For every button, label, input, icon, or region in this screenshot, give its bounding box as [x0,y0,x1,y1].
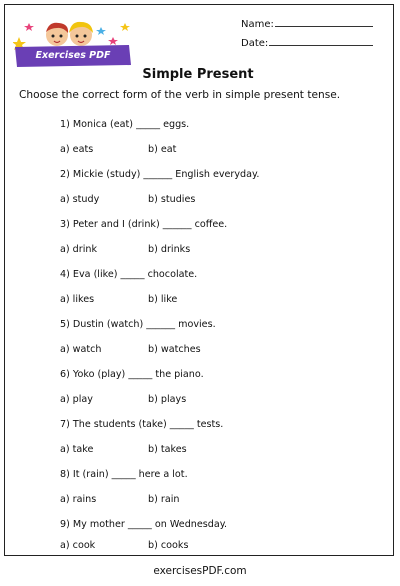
question-4: 4) Eva (like) _____ chocolate. [60,269,198,280]
question-9: 9) My mother _____ on Wednesday. [60,519,228,530]
star-icon [24,23,34,31]
option-9b[interactable]: b) cooks [148,540,189,551]
option-6a[interactable]: a) play [60,394,93,405]
worksheet [4,4,394,556]
logo [13,15,133,67]
option-5a[interactable]: a) watch [60,344,102,355]
option-4a[interactable]: a) likes [60,294,95,305]
name-field[interactable] [241,19,373,30]
option-3b[interactable]: b) drinks [148,244,191,255]
option-4b[interactable]: b) like [148,294,178,305]
page-title: Simple Present [142,67,254,82]
option-5b[interactable]: b) watches [148,344,201,355]
date-label: Date: [241,38,269,49]
question-2: 2) Mickie (study) ______ English everyday. [60,169,260,180]
question-1: 1) Monica (eat) _____ eggs. [60,119,190,130]
star-icon [108,37,118,45]
star-icon [120,23,130,31]
option-3a[interactable]: a) drink [60,244,98,255]
option-2b[interactable]: b) studies [148,194,196,205]
question-7: 7) The students (take) _____ tests. [60,419,224,430]
logo-text: Exercises PDF [35,50,111,61]
date-line[interactable] [269,45,373,46]
name-label: Name: [241,19,274,30]
name-line[interactable] [275,26,373,27]
question-8: 8) It (rain) _____ here a lot. [60,469,188,480]
option-7b[interactable]: b) takes [148,444,187,455]
option-6b[interactable]: b) plays [148,394,187,405]
option-7a[interactable]: a) take [60,444,94,455]
option-9a[interactable]: a) cook [60,540,96,551]
footer-site: exercisesPDF.com [153,565,247,577]
question-6: 6) Yoko (play) _____ the piano. [60,369,204,380]
option-1b[interactable]: b) eat [148,144,177,155]
option-8b[interactable]: b) rain [148,494,180,505]
question-3: 3) Peter and I (drink) ______ coffee. [60,219,228,230]
option-2a[interactable]: a) study [60,194,100,205]
instructions: Choose the correct form of the verb in simple present tense. [19,89,341,101]
option-8a[interactable]: a) rains [60,494,97,505]
question-5: 5) Dustin (watch) ______ movies. [60,319,216,330]
date-field[interactable] [241,38,373,49]
option-1a[interactable]: a) eats [60,144,94,155]
star-icon [96,27,106,35]
